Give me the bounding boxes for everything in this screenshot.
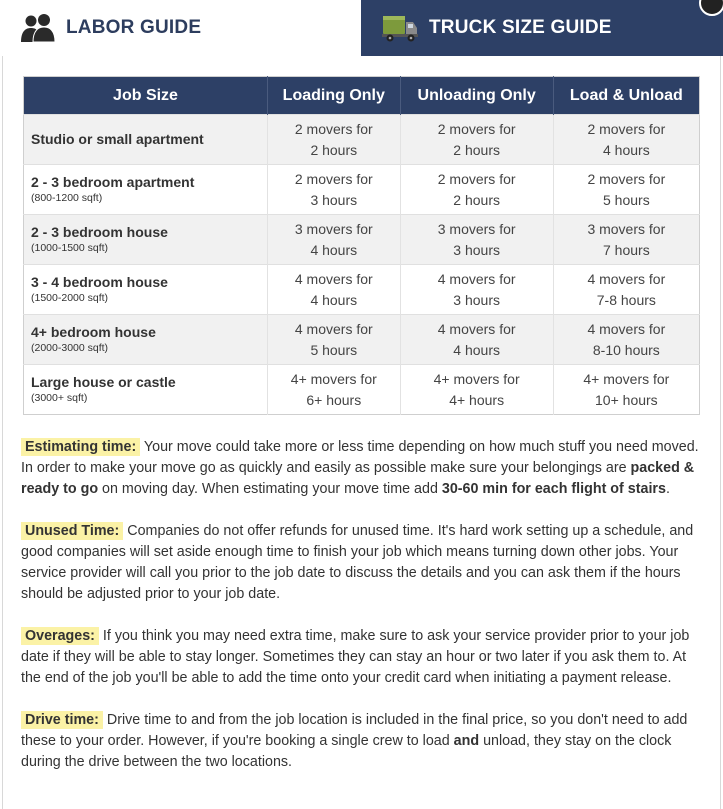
load-unload-cell	[553, 265, 699, 315]
cell-hours: 10+ hours	[595, 391, 658, 408]
cell-movers: 4 movers for	[294, 320, 373, 337]
table-row	[24, 115, 700, 165]
unloading-cell	[400, 365, 553, 415]
table-row	[24, 315, 700, 365]
loading-cell	[268, 115, 401, 165]
note-label: Overages:	[21, 627, 99, 645]
cell-hours: 3 hours	[453, 291, 500, 308]
header-load-unload: Load & Unload	[553, 77, 699, 115]
cell-hours: 2 hours	[453, 191, 500, 208]
cell-hours: 4 hours	[453, 341, 500, 358]
job-sqft: (1000-1500 sqft)	[31, 242, 109, 254]
cell-movers: 4 movers for	[587, 270, 666, 287]
load-unload-cell	[553, 315, 699, 365]
cell-movers: 2 movers for	[294, 170, 373, 187]
cell-movers: 4+ movers for	[433, 370, 520, 387]
note-text: Companies do not offer refunds for unused time. It's hard work setting up a schedule, and good companies will set aside enough time to finish your job which means turning down other jobs. Your service provider will call you prior to the job date to discuss the details and you can ask them if the hours should be adjusted prior to your job date.	[21, 523, 694, 602]
labor-guide-panel	[2, 56, 721, 809]
unloading-cell	[400, 265, 553, 315]
job-name: 3 - 4 bedroom house	[31, 274, 168, 290]
labor-guide-table	[23, 76, 700, 415]
guide-tabs	[0, 0, 723, 56]
job-size-cell	[24, 215, 268, 265]
loading-cell	[268, 265, 401, 315]
cell-hours: 4 hours	[310, 291, 358, 308]
job-name: 2 - 3 bedroom apartment	[31, 174, 195, 190]
note-label: Drive time:	[21, 711, 103, 729]
note-bold: 30-60 min for each flight of stairs	[441, 481, 666, 497]
note-overages	[21, 626, 707, 689]
job-name: Large house or castle	[31, 374, 176, 390]
cell-movers: 2 movers for	[587, 120, 666, 137]
cell-movers: 2 movers for	[437, 170, 516, 187]
cell-hours: 5 hours	[603, 191, 650, 208]
table-row	[24, 215, 700, 265]
unloading-cell	[400, 115, 553, 165]
note-text: If you think you may need extra time, make sure to ask your service provider prior to your job date if they will be able to stay longer. Sometimes they can stay an hour or two later if you ask them to. At the end of the job you'll be able to add the time onto your credit card when initiating a payment release.	[21, 628, 690, 686]
table-row	[24, 165, 700, 215]
cell-hours: 7 hours	[603, 241, 650, 258]
note-text: .	[665, 481, 670, 497]
job-sqft: (3000+ sqft)	[31, 392, 88, 404]
cell-movers: 2 movers for	[294, 120, 373, 137]
unloading-cell	[400, 215, 553, 265]
cell-hours: 2 hours	[310, 141, 358, 158]
cell-hours: 3 hours	[310, 191, 358, 208]
guide-notes	[21, 437, 707, 794]
cell-movers: 4+ movers for	[583, 370, 670, 387]
load-unload-cell	[553, 165, 699, 215]
job-size-cell	[24, 165, 268, 215]
header-job-size: Job Size	[24, 77, 268, 115]
unloading-cell	[400, 315, 553, 365]
job-sqft: (1500-2000 sqft)	[31, 292, 109, 304]
note-text: Drive time to and from the job location is included in the final price, so you don't need to add these to your order. However, if you're booking a single crew to load	[21, 712, 688, 749]
loading-cell	[268, 315, 401, 365]
note-label: Unused Time:	[21, 522, 123, 540]
tab-truck-size-guide[interactable]	[361, 0, 723, 56]
tab-labor-label: LABOR GUIDE	[66, 17, 202, 38]
cell-movers: 4 movers for	[587, 320, 666, 337]
load-unload-cell	[553, 365, 699, 415]
cell-hours: 8-10 hours	[592, 341, 660, 358]
cell-movers: 2 movers for	[437, 120, 516, 137]
note-text: unload, they stay on the clock during the drive between the two locations.	[21, 733, 672, 770]
note-text: Your move could take more or less time depending on how much stuff you need moved. In order to make your move go as quickly and easily as possible make sure your belongings are	[21, 439, 699, 476]
cell-movers: 4+ movers for	[290, 370, 377, 387]
cell-movers: 4 movers for	[294, 270, 373, 287]
cell-hours: 7-8 hours	[596, 291, 656, 308]
tab-truck-label: TRUCK SIZE GUIDE	[429, 17, 612, 38]
table-row	[24, 365, 700, 415]
load-unload-cell	[553, 115, 699, 165]
tab-labor-guide[interactable]	[0, 0, 361, 56]
cell-movers: 3 movers for	[437, 220, 516, 237]
job-name: 4+ bedroom house	[31, 324, 156, 340]
note-unused-time	[21, 521, 707, 605]
cell-hours: 4 hours	[603, 141, 650, 158]
cell-hours: 4+ hours	[449, 391, 505, 408]
load-unload-cell	[553, 215, 699, 265]
cell-movers: 4 movers for	[437, 320, 516, 337]
note-bold: and	[453, 733, 480, 749]
table-row	[24, 265, 700, 315]
cell-hours: 5 hours	[310, 341, 358, 358]
loading-cell	[268, 215, 401, 265]
note-bold: packed & ready to go	[21, 460, 695, 497]
cell-movers: 2 movers for	[587, 170, 666, 187]
cell-hours: 3 hours	[453, 241, 500, 258]
cell-hours: 4 hours	[310, 241, 358, 258]
people-icon	[20, 13, 56, 43]
job-size-cell	[24, 315, 268, 365]
cell-movers: 3 movers for	[294, 220, 373, 237]
job-size-cell	[24, 365, 268, 415]
job-name: Studio or small apartment	[31, 131, 204, 147]
truck-icon	[381, 13, 419, 43]
loading-cell	[268, 165, 401, 215]
loading-cell	[268, 365, 401, 415]
note-text: on moving day. When estimating your move time add	[98, 481, 442, 497]
cell-movers: 4 movers for	[437, 270, 516, 287]
unloading-cell	[400, 165, 553, 215]
job-size-cell	[24, 265, 268, 315]
table-header-row	[24, 77, 700, 115]
job-size-cell	[24, 115, 268, 165]
note-drive-time	[21, 710, 707, 773]
job-sqft: (800-1200 sqft)	[31, 192, 103, 204]
note-estimating-time	[21, 437, 707, 500]
note-label: Estimating time:	[21, 438, 140, 456]
cell-hours: 2 hours	[453, 141, 500, 158]
job-sqft: (2000-3000 sqft)	[31, 342, 109, 354]
header-loading-only: Loading Only	[268, 77, 401, 115]
header-unloading-only: Unloading Only	[400, 77, 553, 115]
job-name: 2 - 3 bedroom house	[31, 224, 168, 240]
cell-hours: 6+ hours	[306, 391, 362, 408]
cell-movers: 3 movers for	[587, 220, 666, 237]
